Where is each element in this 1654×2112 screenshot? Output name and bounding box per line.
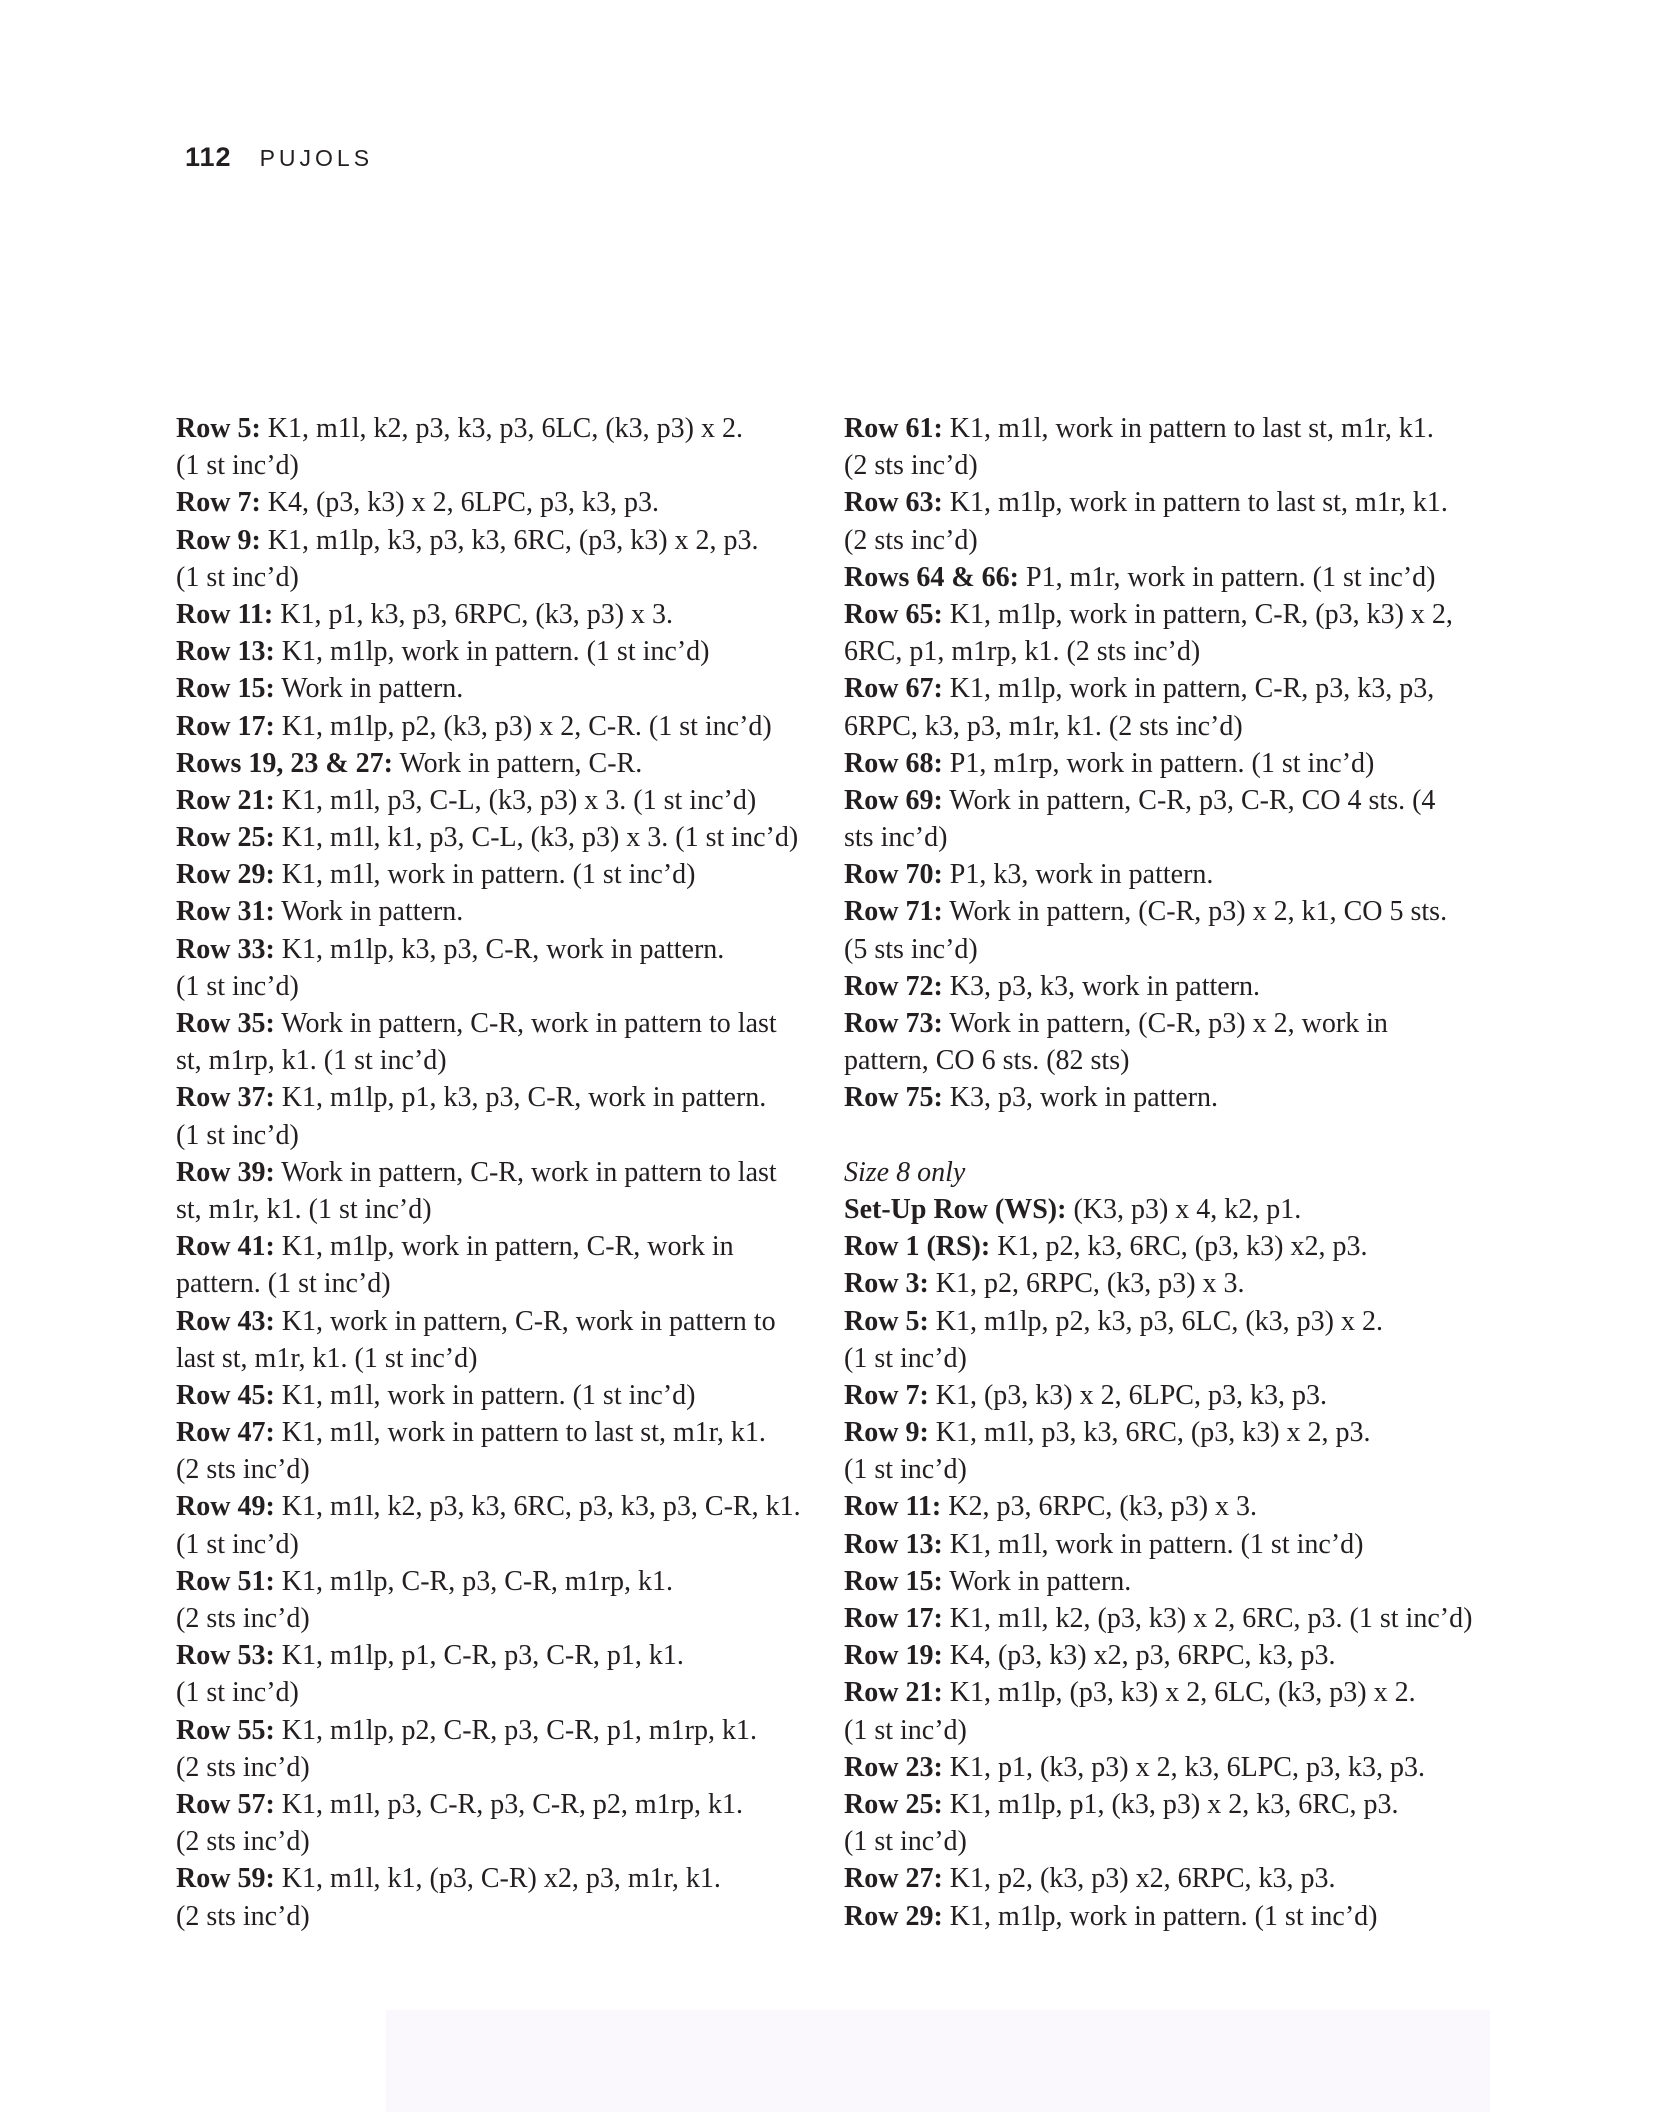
instruction-line [176,893,816,930]
row-instruction: K1, m1l, p3, k3, 6RC, (p3, k3) x 2, p3. [928,1417,1371,1449]
instruction-line [176,1637,816,1674]
instruction-line [844,596,1484,633]
instruction-line [844,968,1484,1005]
row-label: Row 43: [176,1305,275,1337]
instruction-line [176,782,816,819]
row-instruction: K1, p2, 6RPC, (k3, p3) x 3. [928,1268,1245,1300]
row-instruction: last st, m1r, k1. (1 st inc’d) [176,1342,478,1374]
instruction-line [176,745,816,782]
row-instruction: (1 st inc’d) [844,1342,967,1374]
page-header [185,142,373,173]
row-label: Row 72: [844,970,943,1002]
row-instruction: K1, m1l, p3, C-L, (k3, p3) x 3. (1 st inc’d) [274,784,757,816]
instruction-line [844,1451,1484,1488]
instruction-line [176,1079,816,1116]
row-instruction: 6RPC, k3, p3, m1r, k1. (2 sts inc’d) [844,710,1243,742]
row-instruction: Work in pattern. [942,1565,1132,1597]
instruction-line [176,968,816,1005]
right-column [844,410,1484,1935]
instruction-line [176,596,816,633]
row-label: Row 23: [844,1751,943,1783]
instruction-line [844,1674,1484,1711]
instruction-line [844,1637,1484,1674]
instruction-line [176,1228,816,1265]
instruction-line [844,1898,1484,1935]
instruction-line [176,1488,816,1525]
row-label: Row 33: [176,933,275,965]
instruction-line [176,1749,816,1786]
left-column [176,410,816,1935]
instruction-line [844,1228,1484,1265]
row-label: Row 5: [844,1305,929,1337]
row-label: Row 13: [176,636,275,668]
row-instruction: (1 st inc’d) [176,1677,299,1709]
row-label: Row 13: [844,1528,943,1560]
row-label: Set-Up Row (WS): [844,1193,1067,1225]
row-label: Row 19: [844,1640,943,1672]
row-label: Row 41: [176,1231,275,1263]
instruction-line [176,708,816,745]
row-instruction: (1 st inc’d) [844,1826,967,1858]
row-label: Row 65: [844,598,943,630]
instruction-line [844,1340,1484,1377]
row-instruction: K1, m1l, k2, (p3, k3) x 2, 6RC, p3. (1 st inc’d) [942,1603,1473,1634]
instruction-line [176,1340,816,1377]
row-instruction: K1, m1lp, p2, C-R, p3, C-R, p1, m1rp, k1. [274,1714,757,1746]
row-label: Row 68: [844,747,943,779]
instruction-line [844,1042,1484,1079]
row-instruction: K1, m1l, p3, C-R, p3, C-R, p2, m1rp, k1. [274,1788,743,1820]
row-instruction: Work in pattern, C-R, work in pattern to last [274,1156,777,1188]
row-instruction: K1, p1, (k3, p3) x 2, k3, 6LPC, p3, k3, p3. [942,1751,1425,1783]
row-label: Row 35: [176,1008,275,1039]
row-instruction: K1, m1lp, p2, (k3, p3) x 2, C-R. (1 st inc’d) [274,710,772,742]
instruction-line [844,484,1484,521]
row-instruction: (2 sts inc’d) [844,524,978,556]
row-label: Row 75: [844,1082,943,1114]
row-instruction: K1, (p3, k3) x 2, 6LPC, p3, k3, p3. [928,1379,1327,1411]
row-instruction: st, m1rp, k1. (1 st inc’d) [176,1045,447,1077]
instruction-line [844,1563,1484,1600]
instruction-line [844,1005,1484,1042]
row-instruction: (K3, p3) x 4, k2, p1. [1066,1193,1302,1225]
row-label: Row 67: [844,673,943,705]
row-label: Row 17: [844,1603,943,1634]
row-instruction: K1, m1l, work in pattern to last st, m1r, k1. [942,413,1434,444]
instruction-line [844,1786,1484,1823]
row-label: Row 15: [844,1565,943,1597]
row-label: Row 27: [844,1863,943,1895]
row-instruction: K1, m1lp, (p3, k3) x 2, 6LC, (k3, p3) x 2. [942,1677,1416,1709]
row-label: Row 1 (RS): [844,1231,991,1263]
instruction-line [844,1079,1484,1116]
row-instruction: K1, m1lp, work in pattern. (1 st inc’d) [942,1900,1378,1932]
row-instruction: Work in pattern, C-R. [393,747,643,779]
instruction-line [844,819,1484,856]
row-instruction: (1 st inc’d) [844,1454,967,1486]
row-instruction: K1, work in pattern, C-R, work in pattern to [274,1305,776,1337]
row-label: Row 29: [176,859,275,891]
instruction-line [176,1042,816,1079]
row-instruction: K1, p2, (k3, p3) x2, 6RPC, k3, p3. [942,1863,1336,1895]
instruction-line [844,447,1484,484]
instruction-line [844,856,1484,893]
row-instruction: Work in pattern, C-R, p3, C-R, CO 4 sts. (4 [942,784,1436,816]
row-label: Rows 19, 23 & 27: [176,747,393,779]
instruction-line [176,633,816,670]
row-instruction: 6RC, p1, m1rp, k1. (2 sts inc’d) [844,636,1201,668]
instruction-line [176,522,816,559]
row-instruction: K3, p3, k3, work in pattern. [942,970,1261,1002]
row-instruction: sts inc’d) [844,822,948,854]
row-instruction: K1, m1lp, work in pattern. (1 st inc’d) [274,636,710,668]
row-instruction: K1, m1lp, work in pattern, C-R, work in [274,1231,734,1263]
instruction-line [844,410,1484,447]
instruction-line [176,1674,816,1711]
row-instruction: K1, m1l, k1, (p3, C-R) x2, p3, m1r, k1. [274,1863,721,1895]
row-label: Row 25: [844,1788,943,1820]
row-label: Row 69: [844,784,943,816]
row-label: Row 7: [176,487,261,519]
instruction-line [844,1377,1484,1414]
row-instruction: Work in pattern. [274,896,464,928]
instruction-line [844,1414,1484,1451]
instruction-line [176,931,816,968]
row-instruction: (1 st inc’d) [176,450,299,482]
instruction-line [844,1265,1484,1302]
running-title: PUJOLS [259,145,374,171]
instruction-line [844,1488,1484,1525]
row-label: Row 37: [176,1082,275,1114]
instruction-line [176,1600,816,1637]
row-label: Row 11: [176,598,274,630]
instruction-line [844,931,1484,968]
row-label: Row 55: [176,1714,275,1746]
instruction-line [844,1749,1484,1786]
row-instruction: K1, m1l, k1, p3, C-L, (k3, p3) x 3. (1 st inc’d) [274,822,799,854]
row-instruction: K1, m1lp, C-R, p3, C-R, m1rp, k1. [274,1565,673,1597]
row-instruction: K1, m1l, work in pattern. (1 st inc’d) [274,859,696,891]
instruction-line [176,559,816,596]
row-label: Row 63: [844,487,943,519]
row-label: Row 21: [844,1677,943,1709]
instruction-line [176,1154,816,1191]
row-label: Row 21: [176,784,275,816]
row-instruction: (1 st inc’d) [176,1528,299,1560]
row-label: Row 29: [844,1900,943,1932]
instruction-line [176,1898,816,1935]
row-instruction: K1, m1lp, p1, C-R, p3, C-R, p1, k1. [274,1640,684,1672]
row-instruction: Work in pattern. [274,673,464,705]
row-instruction: K1, m1lp, work in pattern, C-R, p3, k3, p3, [942,673,1435,705]
row-instruction: Work in pattern, C-R, work in pattern to last [274,1008,777,1039]
row-instruction: pattern, CO 6 sts. (82 sts) [844,1045,1130,1077]
row-instruction: (2 sts inc’d) [176,1751,310,1783]
row-label: Row 17: [176,710,275,742]
instruction-line [176,1377,816,1414]
row-instruction: K1, m1l, k2, p3, k3, p3, 6LC, (k3, p3) x 2. [260,413,743,444]
row-label: Row 15: [176,673,275,705]
instruction-line [844,633,1484,670]
row-instruction: K1, m1lp, work in pattern to last st, m1r, k1. [942,487,1448,519]
row-instruction: K1, m1lp, work in pattern, C-R, (p3, k3) x 2, [942,598,1453,630]
row-instruction: K4, (p3, k3) x 2, 6LPC, p3, k3, p3. [260,487,659,519]
row-instruction: (1 st inc’d) [176,1119,299,1151]
instruction-line [844,1154,1484,1191]
row-label: Row 61: [844,413,943,444]
row-instruction: K2, p3, 6RPC, (k3, p3) x 3. [941,1491,1258,1523]
row-instruction: K1, m1l, work in pattern to last st, m1r, k1. [274,1417,766,1449]
section-heading: Size 8 only [844,1156,966,1188]
page-number: 112 [185,142,232,172]
instruction-line [176,1451,816,1488]
row-instruction: (5 sts inc’d) [844,933,978,965]
instruction-line [176,1712,816,1749]
row-instruction: K1, m1lp, k3, p3, C-R, work in pattern. [274,933,725,965]
row-instruction: K1, m1l, work in pattern. (1 st inc’d) [942,1528,1364,1560]
row-instruction: (2 sts inc’d) [176,1603,310,1634]
row-instruction: K1, m1lp, p1, k3, p3, C-R, work in pattern. [274,1082,767,1114]
instruction-line [844,1526,1484,1563]
instruction-line [844,1600,1484,1637]
row-instruction: (2 sts inc’d) [176,1454,310,1486]
row-instruction: Work in pattern, (C-R, p3) x 2, work in [942,1008,1388,1039]
row-instruction: (2 sts inc’d) [176,1826,310,1858]
row-label: Row 39: [176,1156,275,1188]
row-instruction: P1, m1rp, work in pattern. (1 st inc’d) [942,747,1375,779]
row-instruction: (1 st inc’d) [176,561,299,593]
row-label: Row 11: [844,1491,942,1523]
instruction-line [176,856,816,893]
row-instruction: P1, k3, work in pattern. [942,859,1214,891]
row-instruction: K1, m1l, work in pattern. (1 st inc’d) [274,1379,696,1411]
row-instruction: (1 st inc’d) [844,1714,967,1746]
row-label: Rows 64 & 66: [844,561,1019,593]
row-label: Row 71: [844,896,943,928]
row-label: Row 70: [844,859,943,891]
instruction-line [844,1191,1484,1228]
row-label: Row 59: [176,1863,275,1895]
instruction-line [844,559,1484,596]
row-instruction: (1 st inc’d) [176,970,299,1002]
instruction-line [176,1563,816,1600]
row-instruction: st, m1r, k1. (1 st inc’d) [176,1193,432,1225]
instruction-line [844,670,1484,707]
instruction-line [176,1117,816,1154]
row-label: Row 47: [176,1417,275,1449]
instruction-line [176,1786,816,1823]
instruction-line [844,522,1484,559]
row-label: Row 31: [176,896,275,928]
row-instruction: pattern. (1 st inc’d) [176,1268,391,1300]
instruction-line [844,708,1484,745]
instruction-line [176,1265,816,1302]
paragraph-gap [844,1117,1484,1154]
instruction-line [844,1860,1484,1897]
row-label: Row 51: [176,1565,275,1597]
row-label: Row 9: [176,524,261,556]
instruction-line [176,819,816,856]
row-label: Row 53: [176,1640,275,1672]
row-instruction: Work in pattern, (C-R, p3) x 2, k1, CO 5 sts. [942,896,1448,928]
row-label: Row 73: [844,1008,943,1039]
row-instruction: K1, m1l, k2, p3, k3, 6RC, p3, k3, p3, C-R, k1. [274,1491,801,1523]
instruction-line [176,1860,816,1897]
instruction-line [176,1526,816,1563]
row-instruction: K1, m1lp, p2, k3, p3, 6LC, (k3, p3) x 2. [928,1305,1383,1337]
row-instruction: (2 sts inc’d) [176,1900,310,1932]
bottom-shaded-band [386,2010,1490,2112]
instruction-line [176,1414,816,1451]
instruction-line [844,1712,1484,1749]
row-instruction: K1, m1lp, p1, (k3, p3) x 2, k3, 6RC, p3. [942,1788,1399,1820]
row-label: Row 3: [844,1268,929,1300]
instruction-line [176,1303,816,1340]
instruction-line [176,1191,816,1228]
instruction-line [844,1823,1484,1860]
instruction-line [844,893,1484,930]
instruction-line [176,447,816,484]
row-instruction: K1, m1lp, k3, p3, k3, 6RC, (p3, k3) x 2, p3. [260,524,759,556]
row-label: Row 45: [176,1379,275,1411]
row-label: Row 49: [176,1491,275,1523]
instruction-line [844,782,1484,819]
row-instruction: P1, m1r, work in pattern. (1 st inc’d) [1019,561,1436,593]
instruction-line [176,1823,816,1860]
row-instruction: (2 sts inc’d) [844,450,978,482]
instruction-line [176,410,816,447]
instruction-line [176,484,816,521]
row-instruction: K1, p2, k3, 6RC, (p3, k3) x2, p3. [990,1231,1368,1263]
row-instruction: K4, (p3, k3) x2, p3, 6RPC, k3, p3. [942,1640,1336,1672]
row-label: Row 5: [176,413,261,444]
row-label: Row 9: [844,1417,929,1449]
instruction-line [844,745,1484,782]
row-label: Row 25: [176,822,275,854]
instruction-line [176,670,816,707]
row-instruction: K3, p3, work in pattern. [942,1082,1219,1114]
row-label: Row 57: [176,1788,275,1820]
instruction-line [844,1303,1484,1340]
row-label: Row 7: [844,1379,929,1411]
instruction-line [176,1005,816,1042]
row-instruction: K1, p1, k3, p3, 6RPC, (k3, p3) x 3. [273,598,674,630]
